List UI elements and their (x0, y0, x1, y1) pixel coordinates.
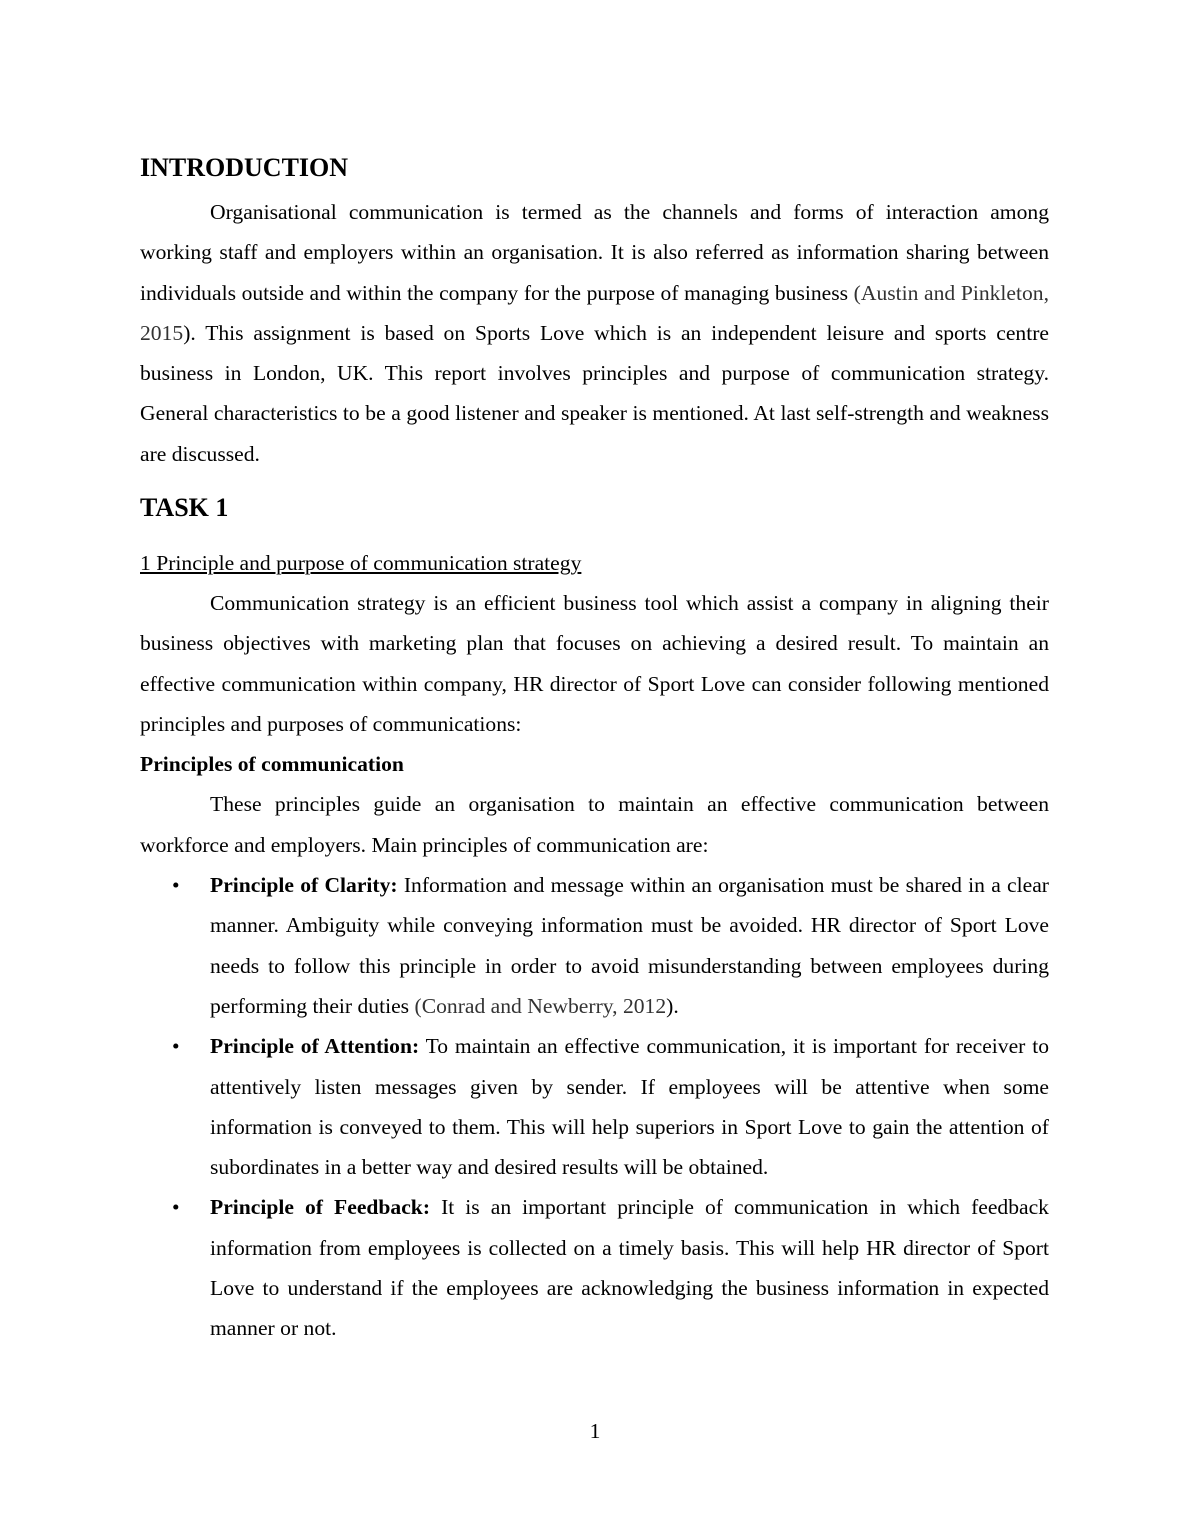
bullet-icon: • (172, 1034, 180, 1059)
principle-title: Principle of Clarity: (210, 873, 398, 898)
intro-text: Organisational communication is termed as the channels and forms of interaction among working staff and employers within an organisation. It is also referred as information sharing between individuals outside and within the company for the purpose of managing business (140, 200, 1049, 305)
bullet-icon: • (172, 1195, 180, 1220)
principle-text: It is an important principle of communication in which feedback information from employees is collected on a timely basis. This will help HR director of Sport Love to understand if the employees are acknowledging the business information in expected manner or not. (210, 1195, 1049, 1341)
citation: (Conrad and Newberry, 2012 (414, 993, 667, 1018)
principle-text: To maintain an effective communication, it is important for receiver to attentively listen messages given by sender. If employees will be attentive when some information is conveyed to them. This will help superiors in Sport Love to gain the attention of subordinates in a better way and desired results will be obtained. (210, 1034, 1049, 1180)
list-item (140, 865, 1049, 1026)
intro-paragraph (140, 192, 1049, 474)
principle-title: Principle of Feedback: (210, 1195, 431, 1220)
principle-text: Information and message within an organisation must be shared in a clear manner. Ambiguity while conveying information must be avoided. HR director of Sport Love needs to follow this principle in order to avoid misunderstanding between employees during performing their duties (210, 873, 1049, 1018)
principle-text-end: ). (666, 993, 679, 1018)
bullet-icon: • (172, 873, 180, 898)
page-number: 1 (589, 1419, 601, 1443)
section-subheading: 1 Principle and purpose of communication strategy (140, 551, 582, 575)
principles-paragraph: These principles guide an organisation to maintain an effective communication between workforce and employers. Main principles of communication are: (140, 792, 1049, 857)
task1-paragraph: Communication strategy is an efficient business tool which assist a company in aligning their business objectives with marketing plan that focuses on achieving a desired result. To maintain an effective communication within company, HR director of Sport Love can consider following mentioned principles and purposes of communications: (140, 591, 1049, 736)
intro-heading: INTRODUCTION (140, 153, 349, 182)
list-item (140, 1026, 1049, 1187)
task1-body (140, 543, 1049, 1349)
intro-text-cont: ). This assignment is based on Sports Love which is an independent leisure and sports centre business in London, UK. This report involves principles and purpose of communication strategy. General characteristics to be a good listener and speaker is mentioned. At last self-strength and weakness are discussed. (140, 320, 1049, 466)
principles-list (140, 865, 1049, 1349)
principle-title: Principle of Attention: (210, 1034, 420, 1059)
citation: (Austin and Pinkleton, 2015 (140, 280, 1050, 345)
principles-heading: Principles of communication (140, 752, 404, 777)
list-item (140, 1187, 1049, 1348)
task1-heading: TASK 1 (140, 493, 229, 522)
